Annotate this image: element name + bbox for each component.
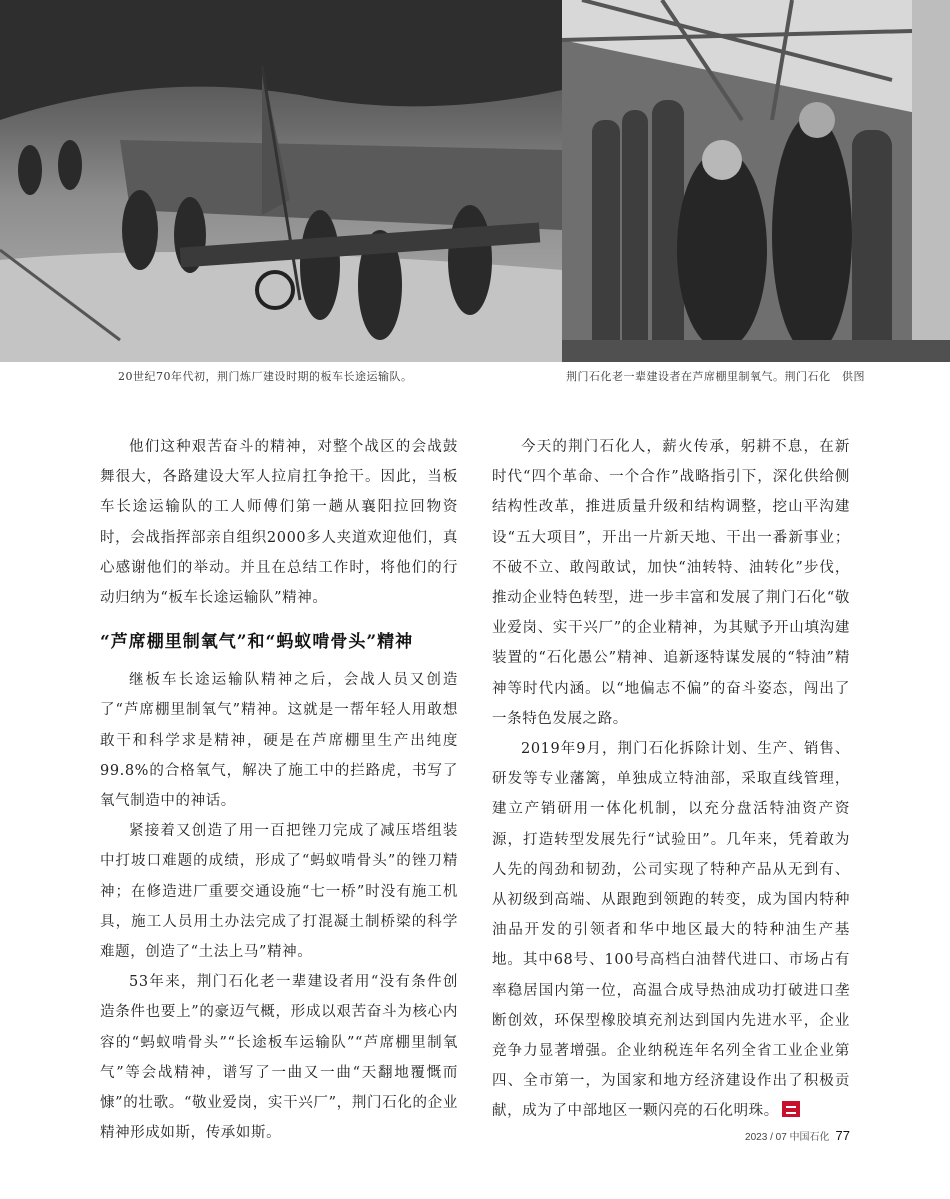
section-heading: “芦席棚里制氧气”和“蚂蚁啃骨头”精神 bbox=[100, 632, 414, 653]
paragraph: 今天的荆门石化人，薪火传承，躬耕不息，在新时代“四个革命、一个合作”战略指引下，深化供给侧结构性改革，推进质量升级和结构调整，挖山平沟建设“五大项目”，开出一片新天地、干出一番新事业；不破不立、敢闯敢试，加快“油转特、油转化”步伐，推动企业特色转型，进一步丰富和发展了荆门石化“敬业爱岗、实干兴厂”的企业精神，为其赋予开山填沟建装置的“石化愚公”精神、追新逐特谋发展的“特油”精神等时代内涵。以“地偏志不偏”的奋斗姿态，闯出了一条特色发展之路。 bbox=[492, 439, 850, 727]
article-end-mark-icon bbox=[782, 1101, 800, 1117]
paragraph: 53年来，荆门石化老一辈建设者用“没有条件创造条件也要上”的豪迈气概，形成以艰苦奋斗为核心内容的“蚂蚁啃骨头”“长途板车运输队”“芦席棚里制氧气”等会战精神，谱写了一曲又一曲“天翻地覆慨而慷”的壮歌。“敬业爱岗，实干兴厂”，荆门石化的企业精神形成如斯，传承如斯。 bbox=[100, 974, 458, 1142]
page-footer bbox=[700, 1128, 850, 1143]
paragraph-text: 2019年9月，荆门石化拆除计划、生产、销售、研发等专业藩篱，单独成立特油部，采取直线管理，建立产销研用一体化机制，以充分盘活特油资产资源，打造转型发展先行“试验田”。几年来，凭着敢为人先的闯劲和韧劲，公司实现了特种产品从无到有、从初级到高端、从跟跑到领跑的转变，成为国内特种油品开发的引领者和华中地区最大的特种油生产基地。其中68号、100号高档白油替代进口、市场占有率稳居国内第一位，高温合成导热油成功打破进口垄断创效，环保型橡胶填充剂达到国内先进水平，企业竞争力显著增强。企业纳税连年名列全省工业企业第四、全市第一，为国家和地方经济建设作出了积极贡献，成为了中部地区一颗闪亮的石化明珠。 bbox=[492, 741, 850, 1120]
page-number: 77 bbox=[835, 1128, 850, 1143]
photo-caption-right: 荆门石化老一辈建设者在芦席棚里制氧气。荆门石化 供图 bbox=[566, 370, 865, 383]
photo-caption-left: 20世纪70年代初，荆门炼厂建设时期的板车长途运输队。 bbox=[118, 370, 413, 383]
photo-oxygen-reed-shed bbox=[562, 0, 950, 362]
issue-label: 2023 / 07 中国石化 bbox=[745, 1132, 830, 1143]
paragraph: 他们这种艰苦奋斗的精神，对整个战区的会战鼓舞很大，各路建设大军人拉肩扛争抢干。因此，当板车长途运输队的工人师傅们第一趟从襄阳拉回物资时，会战指挥部亲自组织2000多人夹道欢迎他们，真心感谢他们的举动。并且在总结工作时，将他们的行动归纳为“板车长途运输队”精神。 bbox=[100, 439, 458, 607]
photo-cart-transport-team bbox=[0, 0, 562, 362]
paragraph-last bbox=[492, 734, 850, 1127]
paragraph: 继板车长途运输队精神之后，会战人员又创造了“芦席棚里制氧气”精神。这就是一帮年轻人用敢想敢干和科学求是精神，硬是在芦席棚里生产出纯度99.8%的合格氧气，解决了施工中的拦路虎，书写了氧气制造中的神话。 bbox=[100, 672, 458, 810]
article-column-right bbox=[492, 432, 850, 1127]
article-column-left bbox=[100, 432, 458, 1148]
paragraph: 紧接着又创造了用一百把锉刀完成了减压塔组装中打坡口难题的成绩，形成了“蚂蚁啃骨头”的锉刀精神；在修造进厂重要交通设施“七一桥”时没有施工机具，施工人员用土办法完成了打混凝土制桥梁的科学难题，创造了“土法上马”精神。 bbox=[100, 823, 458, 961]
